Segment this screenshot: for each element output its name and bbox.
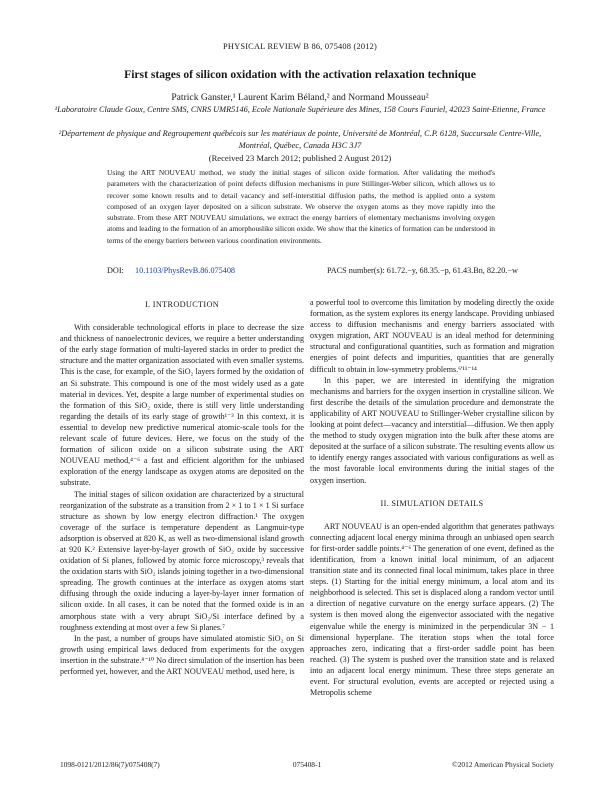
footer-copyright: ©2012 American Physical Society	[452, 760, 554, 769]
running-head: PHYSICAL REVIEW B 86, 075408 (2012)	[222, 42, 378, 51]
paragraph: a powerful tool to overcome this limitation by modeling directly the oxide formation, as the system explores its energy landscape. Providing unbiased access to diffusion mechanisms and energy barriers associated with oxygen migration, ART NOUVEAU is an ideal method for determining structural and configurational quantities, such as formation and migration energies of point defects and impurities, quantities that are generally difficult to obtain in low-symmetry problems.⁶'¹¹⁻¹⁴	[310, 298, 554, 374]
footer-issn: 1098-0121/2012/86(7)/075408(7)	[60, 760, 160, 769]
doi-link[interactable]: 10.1103/PhysRevB.86.075408	[135, 266, 236, 275]
affiliation-1: ¹Laboratoire Claude Goux, Centre SMS, CNRS UMR5146, Ecole Nationale Supérieure des Mines, 158 Cours Fauriel, 42023 Saint-Etienne, France	[54, 105, 546, 114]
section-heading-introduction: I. INTRODUCTION	[144, 300, 220, 309]
pacs-numbers: PACS number(s): 61.72.−y, 68.35.−p, 61.43.Bn, 82.20.−w	[327, 266, 518, 275]
paragraph: In this paper, we are interested in identifying the migration mechanisms and barriers for the oxygen insertion in crystalline silicon. We first describe the details of the simulation procedure and demonstrate the applicability of ART NOUVEAU to Stillinger-Weber crystalline silicon by looking at point defect—vacancy and interstitial—diffusion. We then apply the method to study oxygen migration into the bulk after these atoms are deposited at the surface of a silicon substrate. The resulting events allow us to identify energy ranges associated with various configurations as well as the most favorable local environments during the initial stages of the oxygen insertion.	[310, 375, 554, 485]
affiliation-2: ²Département de physique and Regroupement québécois sur les matériaux de pointe, Université de Montréal, C.P. 6128, Succursale Centre-Ville, Montréal, Québec, Canada H3C 3J7	[58, 129, 542, 150]
received-dates: (Received 23 March 2012; published 2 August 2012)	[208, 153, 392, 163]
paragraph: The initial stages of silicon oxidation are characterized by a structural reorganization of the substrate as a transition from 2 × 1 to 1 × 1 Si surface structure as shown by low energy electron diffraction.¹ The oxygen coverage of the surface is temperature dependent as Langmuir-type adsorption is observed at 820 K, as well as two-dimensional island growth at 920 K.² Extensive layer-by-layer growth of SiO₂ oxide by successive oxidation of Si planes, followed by atomic force microscopy,³ reveals that the oxidation starts with SiO₂ islands joining together in a two-dimensional spreading. The growth continues at the interface as oxygen atoms start diffusing through the oxide inducing a layer-by-layer inner formation of silicon oxide. In all cases, it can be noted that the formed oxide is in an amorphous state with a very abrupt SiO₂/Si interface defined by a roughness extending at most over a few Si planes.⁷	[60, 489, 304, 632]
author-list: Patrick Ganster,¹ Laurent Karim Béland,² and Normand Mousseau²	[171, 92, 429, 103]
right-column	[310, 297, 554, 698]
left-column	[60, 297, 304, 677]
footer-page-number: 075408-1	[292, 760, 322, 769]
paragraph: In the past, a number of groups have simulated atomistic SiO₂ on Si growth using empirical laws deduced from experiments for the oxygen insertion in the substrate.⁸⁻¹⁰ No direct simulation of the insertion has been performed yet, however, and the ART NOUVEAU method, used here, is	[60, 633, 304, 676]
section-heading-simulation: II. SIMULATION DETAILS	[380, 498, 484, 508]
paper-title: First stages of silicon oxidation with the activation relaxation technique	[124, 68, 476, 81]
doi-label: DOI:	[107, 266, 124, 275]
paragraph: With considerable technological efforts in place to decrease the size and thickness of nanoelectronic devices, we require a better understanding of the early stage formation of multi-layered stacks in order to predict the structure and the matter organization associated with even smaller systems. This is the case, for example, of the SiO₂ layers formed by the oxidation of an Si substrate. This compound is one of the most widely used as a gate material in devices. Yet, despite a large number of experimental studies on the formation of this SiO₂ oxide, there is still very little understanding regarding the details of its early stage of growth¹⁻³ In this context, it is essential to develop new predictive numerical atomic-scale tools for the relevant scale of future devices. Here, we focus on the study of the formation of silicon oxide on a silicon substrate using the ART NOUVEAU method,⁴⁻⁶ a fast and efficient algorithm for the unbiased exploration of the energy landscape as oxygen atoms are deposited on the substrate.	[60, 323, 304, 488]
paragraph: ART NOUVEAU is an open-ended algorithm that generates pathways connecting adjacent local energy minima through an unbiased open search for first-order saddle points.⁴⁻⁶ The generation of one event, defined as the identification, from a known initial local minimum, of an adjacent transition state and its connected final local minimum, takes place in three steps. (1) Starting for the initial energy minimum, a local atom and its neighborhood is selected. This set is displaced along a random vector until a direction of negative curvature on the energy surface appears. (2) The system is then moved along the eigenvector associated with the negative eigenvalue while the energy is minimized in the perpendicular 3N − 1 dimensional hyperplane. The iteration stops when the total force approaches zero, indicating that a first-order saddle point has been reached. (3) The system is pushed over the transition state and is relaxed into an adjacent local energy minimum. These three steps generate an event. For structural evolution, events are accepted or rejected using a Metropolis scheme	[310, 521, 554, 698]
abstract: Using the ART NOUVEAU method, we study the initial stages of silicon oxide formation. After validating the method's parameters with the characterization of point defects diffusion mechanisms in pure Stillinger-Weber silicon, which allows us to recover some known results and to detail vacancy and self-interstitial diffusion paths, the method is applied onto a system composed of an oxygen layer deposited on a silicon substrate. We observe the oxygen atoms as they move rapidly into the substrate. From these ART NOUVEAU simulations, we extract the energy barriers of elementary mechanisms involving oxygen atoms and leading to the formation of an amorphouslike silicon oxide. We show that the kinetics of formation can be understood in terms of the energy barriers between various coordination environments.	[107, 168, 495, 245]
